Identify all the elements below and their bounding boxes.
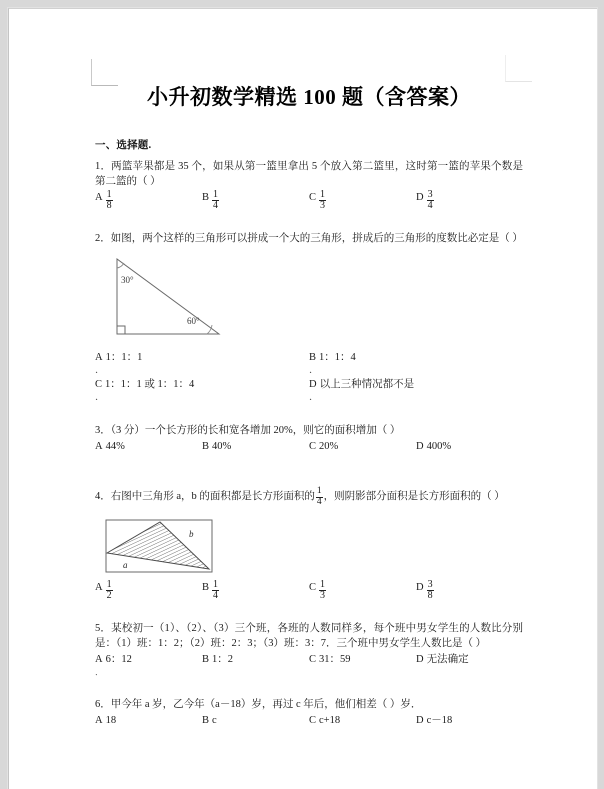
option-letter: A — [95, 192, 103, 203]
option-a[interactable] — [95, 713, 202, 728]
option-letter: D — [416, 715, 424, 727]
fraction-numerator: 1 — [320, 578, 326, 590]
mark: ． — [309, 392, 319, 404]
option-text: 400% — [426, 441, 452, 453]
question-1-options — [95, 190, 523, 211]
question-3 — [95, 423, 523, 454]
option-letter: C — [309, 192, 317, 203]
option-fraction — [427, 580, 434, 601]
document-body — [95, 9, 523, 728]
question-2-options-row-2 — [95, 377, 523, 392]
option-a[interactable] — [95, 190, 202, 211]
fraction-denominator: 4 — [213, 200, 219, 212]
option-text: 6：12 — [105, 654, 132, 666]
document-page — [8, 8, 597, 789]
question-4-figure — [101, 516, 523, 576]
fraction-denominator: 4 — [316, 497, 322, 508]
question-2 — [95, 231, 523, 403]
option-letter: C — [309, 715, 317, 727]
option-letter: D — [309, 379, 317, 391]
option-letter: A — [95, 352, 103, 364]
fraction-denominator: 3 — [320, 200, 326, 212]
question-2-options-row-1 — [95, 350, 523, 365]
option-letter: D — [416, 441, 424, 453]
option-fraction — [427, 190, 434, 211]
fraction-denominator: 3 — [320, 589, 326, 601]
fraction-denominator: 8 — [427, 589, 433, 601]
question-6 — [95, 697, 523, 728]
option-c[interactable] — [309, 439, 416, 454]
option-text: 1：1：1 — [105, 352, 143, 364]
option-fraction — [106, 190, 113, 211]
option-row-marks: ． — [95, 667, 105, 678]
section-heading: 一、选择题. — [95, 140, 152, 151]
question-3-options — [95, 439, 523, 454]
spacer — [95, 211, 523, 224]
fraction-denominator: 4 — [213, 589, 219, 601]
question-3-text: 3．（3 分）一个长方形的长和宽各增加 20%，则它的面积增加（ ） — [95, 425, 401, 437]
question-4 — [95, 487, 523, 601]
question-4-text-before: 4．右图中三角形 a，b 的面积都是长方形面积的 — [95, 491, 315, 503]
option-row-marks — [95, 365, 523, 376]
spacer — [95, 601, 523, 614]
question-4-text — [95, 487, 523, 507]
question-1-text: 1．两篮苹果都是 35 个，如果从第一篮里拿出 5 个放入第二篮里，这时第一篮的苹果个数是第二篮的（ ） — [95, 161, 523, 187]
option-letter: D — [416, 654, 424, 666]
option-fraction — [212, 580, 219, 601]
option-text: 20% — [319, 441, 339, 453]
question-2-text: 2．如图，两个这样的三角形可以拼成一个大的三角形，拼成后的三角形的度数比必定是（ ） — [95, 233, 523, 245]
spacer — [95, 403, 523, 416]
option-text: 44% — [105, 441, 125, 453]
option-row-marks — [95, 392, 523, 403]
question-2-figure — [101, 254, 523, 346]
option-fraction — [319, 580, 326, 601]
option-letter: B — [309, 352, 317, 364]
question-6-options — [95, 713, 523, 728]
option-letter: B — [202, 654, 210, 666]
option-a[interactable] — [95, 439, 202, 454]
fraction-numerator: 1 — [213, 578, 219, 590]
option-text: 31：59 — [319, 654, 351, 666]
option-a[interactable] — [95, 580, 202, 601]
mark: ． — [95, 365, 105, 377]
option-text: 无法确定 — [426, 654, 469, 666]
option-d[interactable] — [309, 377, 523, 392]
option-text: c — [212, 715, 217, 727]
fraction-denominator: 4 — [427, 200, 433, 212]
option-c[interactable] — [95, 377, 309, 392]
fraction-numerator: 1 — [320, 189, 326, 200]
option-letter: B — [202, 715, 210, 727]
option-d[interactable] — [416, 580, 523, 601]
fraction-numerator: 1 — [106, 578, 112, 590]
question-5 — [95, 621, 523, 677]
option-fraction — [212, 190, 219, 211]
question-4-options — [95, 580, 523, 601]
option-b[interactable] — [202, 439, 309, 454]
fraction-numerator: 1 — [316, 486, 322, 497]
option-b[interactable] — [202, 713, 309, 728]
label-b: b — [189, 528, 194, 539]
question-5-options — [95, 652, 523, 667]
option-fraction — [319, 190, 326, 211]
option-text: c+18 — [319, 715, 341, 727]
option-text: 40% — [212, 441, 232, 453]
fraction-numerator: 3 — [427, 578, 433, 590]
option-letter: A — [95, 715, 103, 727]
page-title: 小升初数学精选 100 题（含答案） — [147, 85, 471, 109]
fraction-numerator: 3 — [427, 189, 433, 200]
option-d[interactable] — [416, 190, 523, 211]
option-d[interactable] — [416, 652, 523, 667]
option-letter: B — [202, 192, 210, 203]
option-c[interactable] — [309, 652, 416, 667]
question-5-text: 5．某校初一（1）、（2）、（3）三个班，各班的人数同样多，每个班中男女学生的人数比分别是：（1）班：1：2；（2）班：2：3；（3）班：3：7．三个班中男女学生人数比是（ ） — [95, 623, 523, 650]
angle-label-bottom-right: 60° — [187, 316, 200, 327]
option-letter: D — [416, 192, 424, 203]
option-letter: A — [95, 654, 103, 666]
option-fraction — [106, 580, 113, 601]
option-text: 18 — [105, 715, 117, 727]
option-d[interactable] — [416, 713, 523, 728]
question-4-text-after: ，则阴影部分面积是长方形面积的（ ） — [323, 491, 505, 503]
spacer — [95, 677, 523, 690]
fraction-numerator: 1 — [213, 189, 219, 200]
option-text: 1：1：4 — [319, 352, 356, 364]
question-1 — [95, 159, 523, 211]
question-6-text: 6．甲今年 a 岁，乙今年（a－18）岁，再过 c 年后，他们相差（ ）岁． — [95, 699, 422, 711]
option-letter: C — [309, 441, 317, 453]
option-c[interactable] — [309, 190, 416, 211]
mark: ． — [309, 365, 319, 377]
option-letter: C — [309, 654, 317, 666]
option-letter: C — [95, 379, 103, 391]
mark: ． — [95, 392, 105, 404]
option-b[interactable] — [202, 580, 309, 601]
inline-fraction — [316, 487, 323, 507]
option-letter: A — [95, 581, 103, 593]
option-letter: C — [309, 581, 317, 593]
label-a: a — [123, 559, 128, 570]
rectangle-shaded-triangle-diagram — [101, 516, 217, 576]
option-a[interactable] — [95, 652, 202, 667]
spacer — [95, 454, 523, 467]
option-letter: D — [416, 581, 424, 593]
right-triangle-diagram — [101, 254, 251, 346]
option-c[interactable] — [309, 713, 416, 728]
spacer — [95, 467, 523, 480]
fraction-numerator: 1 — [106, 189, 112, 200]
option-letter: B — [202, 441, 210, 453]
option-b[interactable] — [309, 350, 523, 365]
angle-label-top: 30° — [121, 275, 134, 286]
option-letter: A — [95, 441, 103, 453]
option-b[interactable] — [202, 652, 309, 667]
fraction-denominator: 8 — [106, 200, 112, 212]
option-b[interactable] — [202, 190, 309, 211]
option-text: c－18 — [426, 715, 453, 727]
option-text: 1：1：1 或 1：1：4 — [105, 379, 195, 391]
option-c[interactable] — [309, 580, 416, 601]
option-text: 以上三种情况都不是 — [319, 379, 415, 391]
option-text: 1：2 — [212, 654, 234, 666]
option-a[interactable] — [95, 350, 309, 365]
fraction-denominator: 2 — [106, 589, 112, 601]
option-d[interactable] — [416, 439, 523, 454]
option-letter: B — [202, 581, 210, 593]
